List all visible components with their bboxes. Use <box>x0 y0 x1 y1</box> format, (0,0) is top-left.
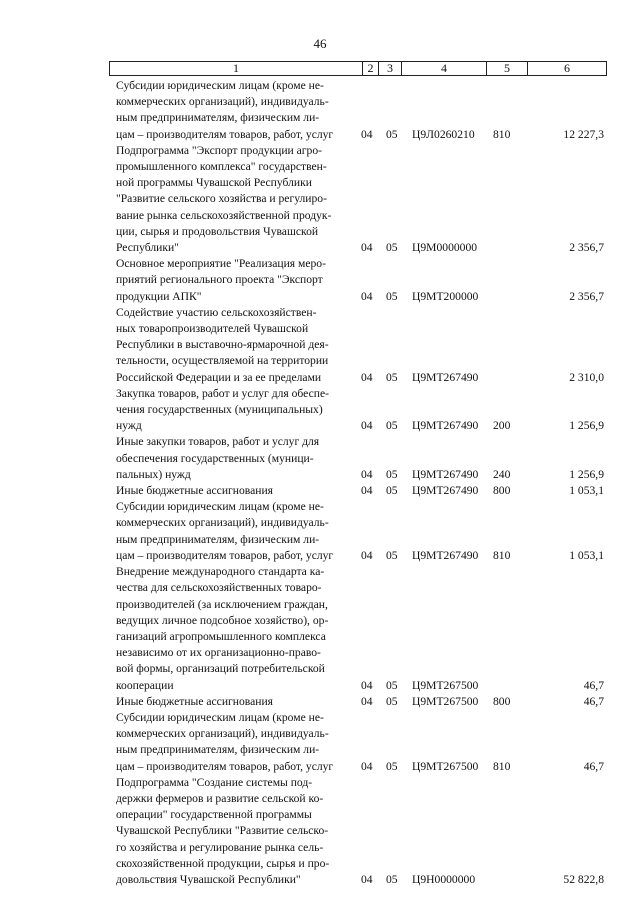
amount: 46,7 <box>583 678 604 692</box>
row-values <box>0 467 640 483</box>
description-line: ганизаций агропромышленного комплекса <box>116 629 326 643</box>
table-row <box>0 483 640 499</box>
page-number: 46 <box>313 36 327 51</box>
amount: 1 053,1 <box>569 484 604 498</box>
row-values <box>0 694 640 710</box>
subsection-code: 05 <box>386 872 398 886</box>
section-code: 04 <box>361 370 373 384</box>
row-values <box>0 759 640 775</box>
description-line: довольствия Чувашской Республики" <box>116 872 301 886</box>
description-line: Содействие участию сельскохозяйствен- <box>116 305 317 319</box>
table-header <box>109 61 607 76</box>
section-code: 04 <box>361 127 373 141</box>
header-col-6: 6 <box>564 61 570 75</box>
row-values <box>0 370 640 386</box>
description-line: "Развитие сельского хозяйства и регулиро- <box>116 192 327 206</box>
description-line: го хозяйства и регулирование рынка сель- <box>116 840 324 854</box>
description-line: промышленного комплекса" государствен- <box>116 160 327 174</box>
description-line: продукции АПК" <box>116 289 202 303</box>
subsection-code: 05 <box>386 127 398 141</box>
target-article-code: Ц9М0000000 <box>412 241 478 255</box>
description-line: независимо от их организационно-право- <box>116 646 321 660</box>
description-line: ным предпринимателям, физическим ли- <box>116 111 320 125</box>
row-values <box>0 872 640 888</box>
section-code: 04 <box>361 289 373 303</box>
header-col-1: 1 <box>110 62 363 75</box>
row-description <box>116 564 352 694</box>
section-code: 04 <box>361 419 373 433</box>
section-code: 04 <box>361 872 373 886</box>
amount: 46,7 <box>583 759 604 773</box>
description-line: операции" государственной программы <box>116 808 312 822</box>
description-line: ции, сырья и продовольствия Чувашской <box>116 224 319 238</box>
row-values <box>0 483 640 499</box>
target-article-code: Ц9МТ267490 <box>412 484 479 498</box>
description-line: нужд <box>116 419 142 433</box>
amount: 1 053,1 <box>569 548 604 562</box>
description-line: вой формы, организаций потребительской <box>116 662 325 676</box>
section-code: 04 <box>361 759 373 773</box>
description-line: Внедрение международного стандарта ка- <box>116 565 325 579</box>
target-article-code: Ц9МТ267500 <box>412 694 479 708</box>
target-article-code: Ц9МТ200000 <box>412 289 479 303</box>
description-line: Основное мероприятие "Реализация меро- <box>116 257 326 271</box>
subsection-code: 05 <box>386 370 398 384</box>
description-line: Чувашской Республики "Развитие сельско- <box>116 824 329 838</box>
expense-type-code: 200 <box>493 419 511 433</box>
amount: 46,7 <box>583 694 604 708</box>
description-line: ных товаропроизводителей Чувашской <box>116 322 309 336</box>
description-line: ной программы Чувашской Республики <box>116 176 312 190</box>
description-line: пальных) нужд <box>116 467 191 481</box>
amount: 12 227,3 <box>563 127 604 141</box>
subsection-code: 05 <box>386 678 398 692</box>
expense-type-code: 810 <box>493 759 511 773</box>
target-article-code: Ц9МТ267490 <box>412 419 479 433</box>
table-row <box>0 386 640 435</box>
header-col-2: 2 <box>363 62 379 75</box>
description-line: Российской Федерации и за ее пределами <box>116 370 322 384</box>
description-line: Субсидии юридическим лицам (кроме не- <box>116 710 324 724</box>
subsection-code: 05 <box>386 694 398 708</box>
table-row <box>0 434 640 483</box>
subsection-code: 05 <box>386 484 398 498</box>
header-col-5: 5 <box>487 62 528 75</box>
target-article-code: Ц9МТ267500 <box>412 759 479 773</box>
target-article-code: Ц9Л0260210 <box>412 127 475 141</box>
target-article-code: Ц9Н0000000 <box>412 872 476 886</box>
description-line: Субсидии юридическим лицам (кроме не- <box>116 500 324 514</box>
table-row <box>0 564 640 694</box>
description-line: Республики" <box>116 241 179 255</box>
description-line: ведущих личное подсобное хозяйство), ор- <box>116 613 329 627</box>
expense-type-code: 800 <box>493 484 511 498</box>
description-line: цам – производителям товаров, работ, услуг <box>116 759 334 773</box>
section-code: 04 <box>361 241 373 255</box>
description-line: Республики в выставочно-ярмарочной дея- <box>116 338 329 352</box>
description-line: производителей (за исключением граждан, <box>116 597 328 611</box>
description-line: цам – производителям товаров, работ, услуг <box>116 548 334 562</box>
description-line: Иные бюджетные ассигнования <box>116 694 273 708</box>
description-line: приятий регионального проекта "Экспорт <box>116 273 323 287</box>
description-line: ным предпринимателям, физическим ли- <box>116 532 320 546</box>
row-values <box>0 418 640 434</box>
description-line: держки фермеров и развитие сельской ко- <box>116 791 324 805</box>
description-line: коммерческих организаций), индивидуаль- <box>116 516 329 530</box>
description-line: Закупка товаров, работ и услуг для обеспе- <box>116 386 329 400</box>
description-line: чества для сельскохозяйственных товаро- <box>116 581 322 595</box>
header-col-4: 4 <box>402 62 487 75</box>
description-line: обеспечения государственных (муници- <box>116 451 314 465</box>
amount: 52 822,8 <box>563 872 604 886</box>
expense-type-code: 240 <box>493 467 511 481</box>
amount: 1 256,9 <box>569 419 604 433</box>
amount: 2 356,7 <box>569 289 604 303</box>
description-line: Иные закупки товаров, работ и услуг для <box>116 435 320 449</box>
target-article-code: Ц9МТ267490 <box>412 370 479 384</box>
description-line: Подпрограмма "Создание системы под- <box>116 775 313 789</box>
description-line: Подпрограмма "Экспорт продукции агро- <box>116 143 323 157</box>
description-line: чения государственных (муниципальных) <box>116 403 323 417</box>
section-code: 04 <box>361 467 373 481</box>
subsection-code: 05 <box>386 289 398 303</box>
amount: 2 310,0 <box>569 370 604 384</box>
description-line: Иные бюджетные ассигнования <box>116 484 273 498</box>
description-line: Субсидии юридическим лицам (кроме не- <box>116 79 324 92</box>
subsection-code: 05 <box>386 419 398 433</box>
description-line: вание рынка сельскохозяйственной продук- <box>116 208 332 222</box>
table-row <box>0 694 640 710</box>
row-values <box>0 289 640 305</box>
amount: 2 356,7 <box>569 241 604 255</box>
description-line: скохозяйственной продукции, сырья и про- <box>116 856 330 870</box>
table-row <box>0 256 640 305</box>
section-code: 04 <box>361 694 373 708</box>
table-row <box>0 143 640 256</box>
target-article-code: Ц9МТ267490 <box>412 548 479 562</box>
description-line: тельности, осуществляемой на территории <box>116 354 329 368</box>
description-line: коммерческих организаций), индивидуаль- <box>116 727 329 741</box>
table-row <box>0 305 640 386</box>
row-values <box>0 240 640 256</box>
subsection-code: 05 <box>386 548 398 562</box>
table-row <box>0 499 640 564</box>
description-line: ным предпринимателям, физическим ли- <box>116 743 320 757</box>
description-line: кооперации <box>116 678 174 692</box>
section-code: 04 <box>361 484 373 498</box>
subsection-code: 05 <box>386 467 398 481</box>
table-body <box>0 78 640 888</box>
header-col-3: 3 <box>379 62 402 75</box>
subsection-code: 05 <box>386 759 398 773</box>
row-values <box>0 548 640 564</box>
target-article-code: Ц9МТ267500 <box>412 678 479 692</box>
section-code: 04 <box>361 548 373 562</box>
description-line: коммерческих организаций), индивидуаль- <box>116 95 329 109</box>
expense-type-code: 810 <box>493 127 511 141</box>
target-article-code: Ц9МТ267490 <box>412 467 479 481</box>
expense-type-code: 810 <box>493 548 511 562</box>
row-values <box>0 127 640 143</box>
expense-type-code: 800 <box>493 694 511 708</box>
table-row <box>0 775 640 888</box>
table-row <box>0 710 640 775</box>
table-row <box>0 78 640 143</box>
subsection-code: 05 <box>386 241 398 255</box>
row-values <box>0 678 640 694</box>
section-code: 04 <box>361 678 373 692</box>
amount: 1 256,9 <box>569 467 604 481</box>
description-line: цам – производителям товаров, работ, услуг <box>116 127 334 141</box>
